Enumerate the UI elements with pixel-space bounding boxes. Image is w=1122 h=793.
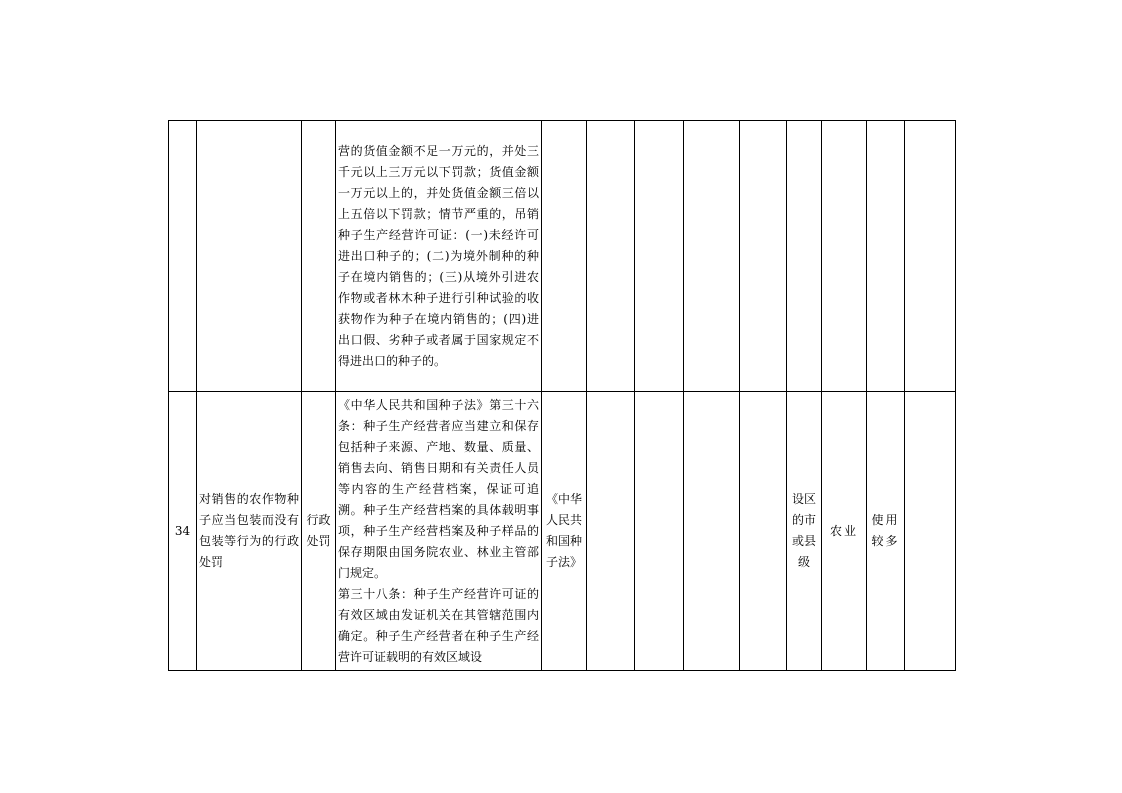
level-cell: 设区 的市 或县 级: [787, 392, 822, 671]
table-row: [169, 392, 956, 671]
empty-cell: [740, 121, 787, 392]
empty-cell: [905, 121, 956, 392]
item-number-cell: 34: [169, 392, 197, 671]
department-cell: [822, 121, 867, 392]
empty-cell: [635, 121, 684, 392]
item-name-cell: [197, 121, 302, 392]
empty-cell: [587, 121, 635, 392]
frequency-cell: [867, 121, 905, 392]
empty-cell: [587, 392, 635, 671]
category-cell: [302, 121, 336, 392]
document-table: [168, 120, 956, 671]
empty-cell: [635, 392, 684, 671]
level-cell: [787, 121, 822, 392]
law-cell: [542, 121, 587, 392]
category-cell: 行政 处罚: [302, 392, 336, 671]
frequency-cell: 使用 较多: [867, 392, 905, 671]
item-number-cell: [169, 121, 197, 392]
department-cell: 农业: [822, 392, 867, 671]
law-cell: 《中华 人民共 和国种 子法》: [542, 392, 587, 671]
item-name-cell: 对销售的农作物种子应当包装而没有包装等行为的行政处罚: [197, 392, 302, 671]
empty-cell: [905, 392, 956, 671]
empty-cell: [684, 392, 740, 671]
empty-cell: [740, 392, 787, 671]
legal-basis-cell: 《中华人民共和国种子法》第三十六条：种子生产经营者应当建立和保存包括种子来源、产地、数量、质量、销售去向、销售日期和有关责任人员等内容的生产经营档案，保证可追溯。种子生产经营档案的具体载明事项，种子生产经营档案及种子样品的保存期限由国务院农业、林业主管部门规定。 第三十八条：种子生产经营许可证的有效区域由发证机关在其管辖范围内确定。种子生产经营者在种子生产经营许可证载明的有效区域设: [336, 392, 542, 671]
legal-basis-cell: 营的货值金额不足一万元的，并处三千元以上三万元以下罚款；货值金额一万元以上的，并处货值金额三倍以上五倍以下罚款；情节严重的，吊销种子生产经营许可证：(一)未经许可进出口种子的；(二)为境外制种的种子在境内销售的；(三)从境外引进农作物或者林木种子进行引种试验的收获物作为种子在境内销售的；(四)进出口假、劣种子或者属于国家规定不得进出口的种子的。: [336, 121, 542, 392]
empty-cell: [684, 121, 740, 392]
table-row: [169, 121, 956, 392]
